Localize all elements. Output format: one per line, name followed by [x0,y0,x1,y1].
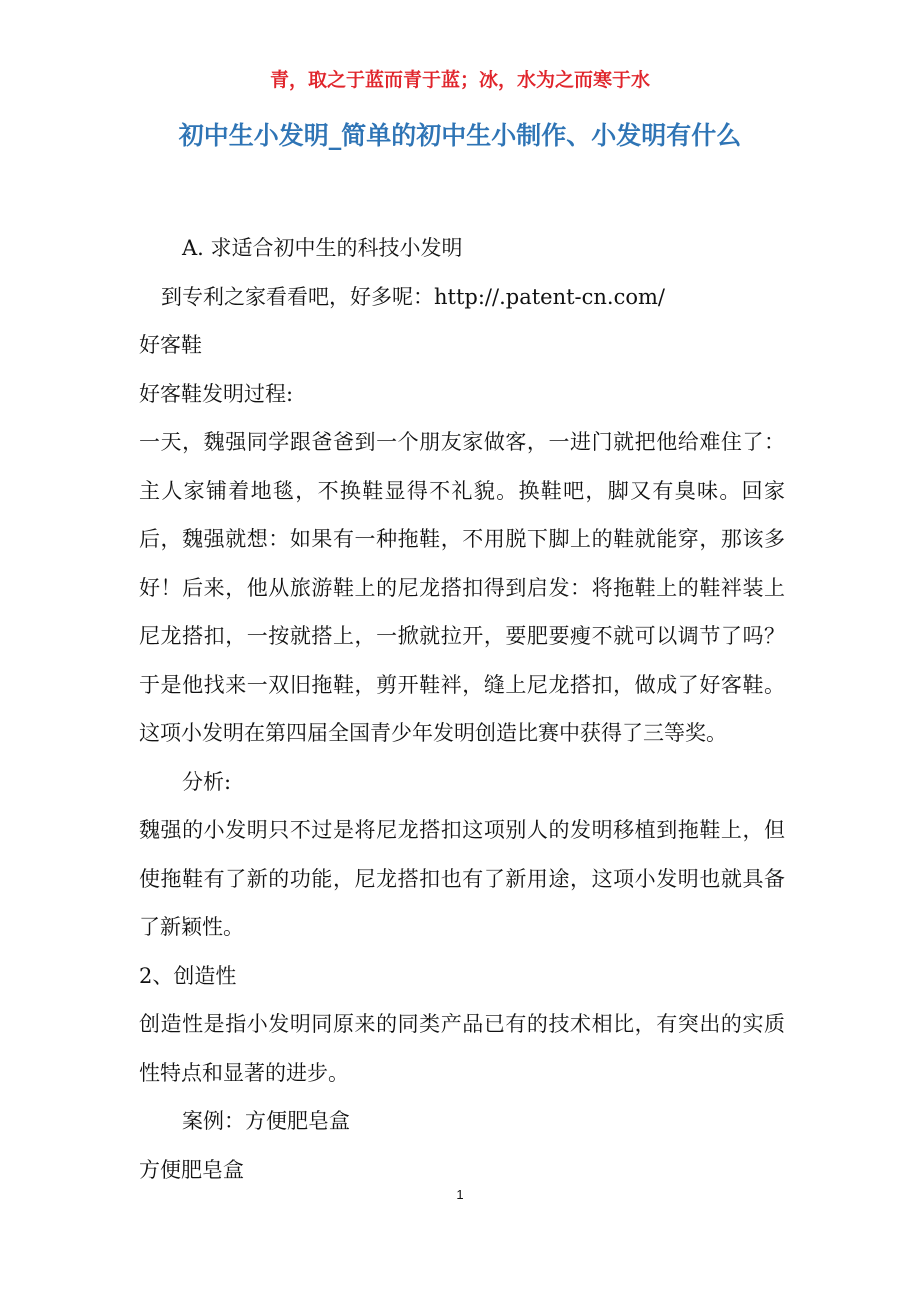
creativity-definition: 创造性是指小发明同原来的同类产品已有的技术相比，有突出的实质性特点和显著的进步。 [139,1012,785,1085]
header-motto: 青，取之于蓝而青于蓝；冰，水为之而寒于水 [269,69,650,91]
invention-process-heading: 好客鞋发明过程: [139,381,294,406]
invention-story: 一天，魏强同学跟爸爸到一个朋友家做客，一进门就把他给难住了：主人家铺着地毯，不换鞋显得不礼貌。换鞋吧，脚又有臭味。回家后，魏强就想：如果有一种拖鞋，不用脱下脚上的鞋就能穿，那该多好！后来，他从旅游鞋上的尼龙搭扣得到启发：将拖鞋上的鞋袢装上尼龙搭扣，一按就搭上，一掀就拉开，要肥要瘦不就可以调节了吗？于是他找来一双旧拖鞋，剪开鞋袢，缝上尼龙搭扣，做成了好客鞋。这项小发明在第四届全国青少年发明创造比赛中获得了三等奖。 [139,430,785,745]
question-heading: A. 求适合初中生的科技小发明 [182,236,463,260]
case-heading: 案例：方便肥皂盒 [182,1109,350,1133]
document-body [139,224,785,1194]
analysis-heading: 分析: [182,769,232,794]
analysis-text: 魏强的小发明只不过是将尼龙搭扣这项别人的发明移植到拖鞋上，但使拖鞋有了新的功能，尼龙搭扣也有了新用途，这项小发明也就具备了新颖性。 [139,818,785,939]
page-number: 1 [456,1187,464,1202]
case-name: 方便肥皂盒 [139,1157,244,1182]
answer-intro: 到专利之家看看吧，好多呢：http://.patent-cn.com/ [161,284,665,309]
section-heading-creativity: 2、创造性 [139,963,237,988]
invention-name: 好客鞋 [139,333,202,357]
document-title: 初中生小发明_简单的初中生小制作、小发明有什么 [178,121,742,150]
